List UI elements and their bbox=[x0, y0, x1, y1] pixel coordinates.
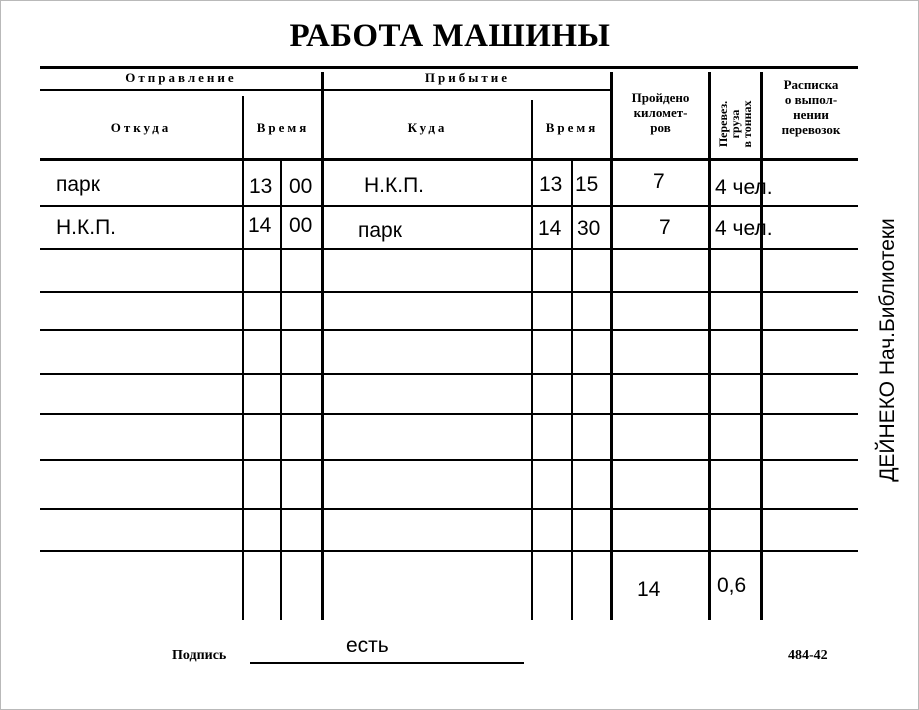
header-receipt-line: о выпол- bbox=[784, 92, 838, 107]
row2-arr-min: 30 bbox=[577, 217, 601, 240]
col-line-arr-time bbox=[531, 100, 533, 620]
header-from: Откуда bbox=[110, 120, 172, 135]
row-line bbox=[40, 291, 858, 293]
row-line bbox=[40, 248, 858, 250]
header-cargo-line: Перевез. bbox=[716, 100, 730, 148]
row-line bbox=[40, 459, 858, 461]
header-dep-time: Время bbox=[256, 120, 310, 135]
header-to: Куда bbox=[407, 120, 448, 135]
page-title: РАБОТА МАШИНЫ bbox=[289, 18, 611, 54]
header-km-line: ров bbox=[650, 120, 671, 135]
row2-to: парк bbox=[358, 219, 402, 242]
row-line bbox=[40, 205, 858, 207]
signature-value: есть bbox=[346, 634, 389, 657]
row2-arr-hour: 14 bbox=[538, 217, 562, 240]
col-line-dep-min bbox=[280, 161, 282, 620]
row2-from: Н.К.П. bbox=[56, 216, 116, 239]
col-line-arrival bbox=[321, 72, 324, 620]
row1-arr-min: 15 bbox=[575, 173, 599, 196]
total-cargo: 0,6 bbox=[717, 574, 747, 597]
row-line bbox=[40, 329, 858, 331]
col-line-arr-min bbox=[571, 161, 573, 620]
header-arrival: Прибытие bbox=[424, 70, 511, 85]
row2-dep-hour: 14 bbox=[248, 214, 272, 237]
signature-label: Подпись bbox=[172, 648, 227, 663]
header-receipt bbox=[763, 77, 859, 137]
col-line-dep-time bbox=[242, 96, 244, 620]
row1-km: 7 bbox=[653, 170, 665, 193]
header-km-line: Пройдено bbox=[631, 90, 690, 105]
row1-dep-min: 00 bbox=[289, 175, 313, 198]
row1-dep-hour: 13 bbox=[249, 175, 273, 198]
col-line-cargo bbox=[708, 72, 711, 620]
col-line-km bbox=[610, 72, 613, 620]
header-cargo-line: в тоннах bbox=[740, 100, 754, 148]
row-line bbox=[40, 508, 858, 510]
row-line bbox=[40, 550, 858, 552]
row2-cargo: 4 чел. bbox=[715, 217, 773, 240]
total-km: 14 bbox=[637, 578, 661, 601]
row1-to: Н.К.П. bbox=[364, 174, 424, 197]
col-line-receipt bbox=[760, 72, 763, 620]
header-receipt-line: Расписка bbox=[783, 77, 839, 92]
row1-cargo: 4 чел. bbox=[715, 176, 773, 199]
header-receipt-line: перевозок bbox=[781, 122, 841, 137]
header-km-line: километ- bbox=[633, 105, 688, 120]
row1-arr-hour: 13 bbox=[539, 173, 563, 196]
header-cargo-line: груза bbox=[728, 109, 742, 139]
signature-line bbox=[250, 662, 524, 664]
row2-dep-min: 00 bbox=[289, 214, 313, 237]
rule-top bbox=[40, 66, 858, 69]
header-receipt-line: нении bbox=[793, 107, 829, 122]
header-arr-time: Время bbox=[545, 120, 599, 135]
header-departure: Отправление bbox=[125, 70, 237, 85]
header-cargo bbox=[717, 100, 753, 147]
rule-header-bottom bbox=[40, 158, 858, 161]
row1-from: парк bbox=[56, 173, 100, 196]
row-line bbox=[40, 373, 858, 375]
row-line bbox=[40, 413, 858, 415]
side-note: ДЕЙНЕКО Нач.Библиотеки bbox=[876, 218, 899, 482]
form-number: 484-42 bbox=[788, 648, 828, 663]
header-km bbox=[613, 90, 708, 135]
row2-km: 7 bbox=[659, 216, 671, 239]
rule-header-sub bbox=[40, 89, 612, 91]
